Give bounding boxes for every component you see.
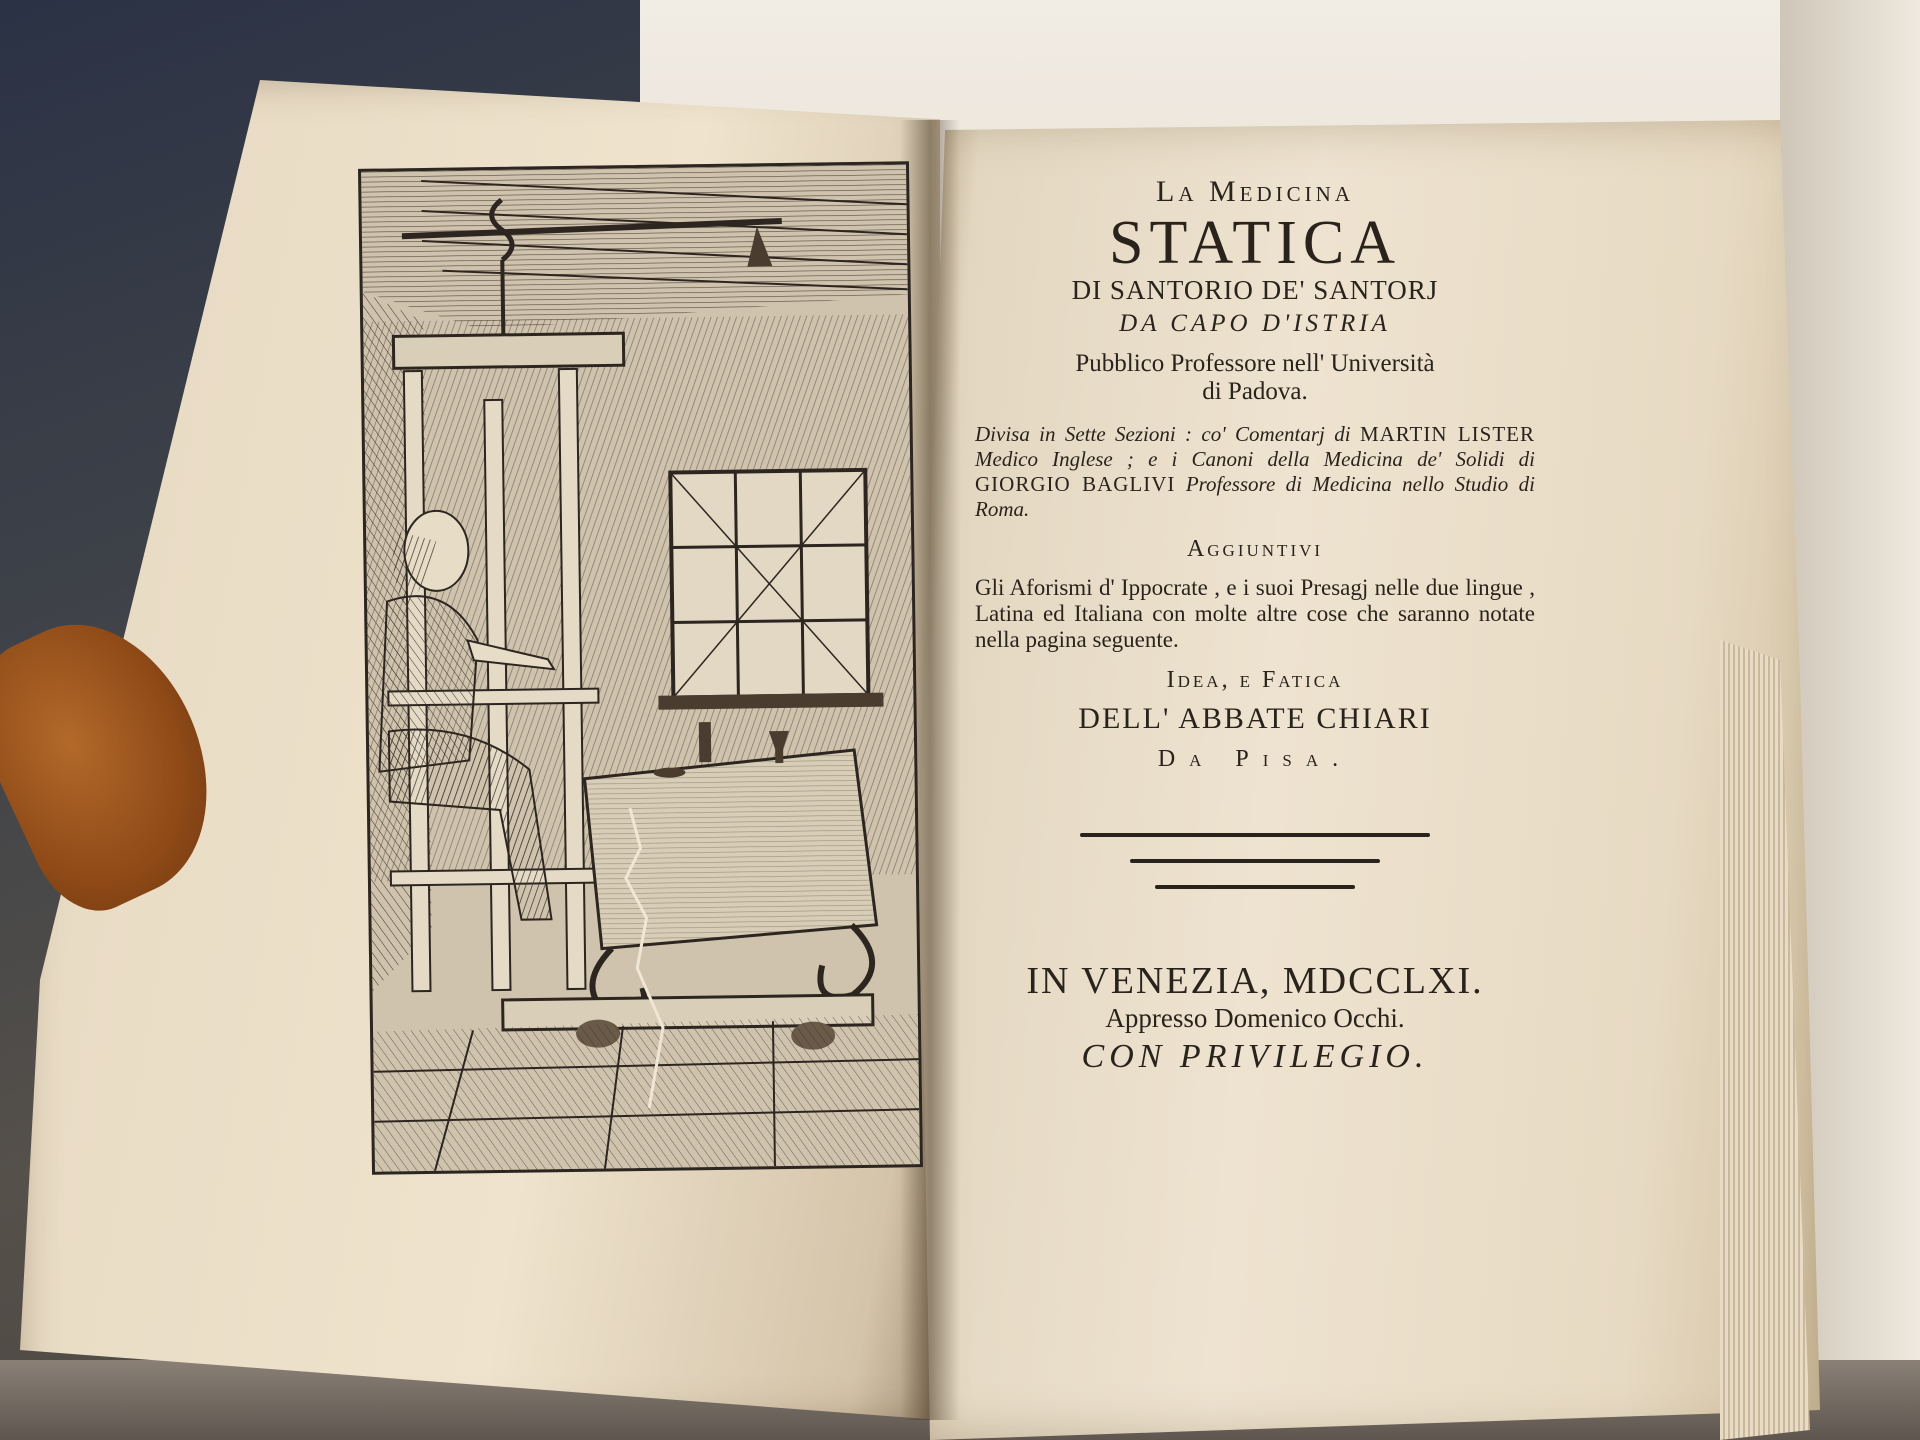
chair-seat [391,868,621,885]
aphorisms-paragraph: Gli Aforismi d' Ippocrate , e i suoi Presagj nelle due lingue , Latina ed Italiana con molte altre cose che saranno notate nella pagina seguente. [975,575,1535,652]
division-text-a: Divisa in Sette Sezioni : co' Comentarj di [975,422,1351,446]
professor-line [975,350,1535,406]
division-paragraph [975,422,1535,522]
bottle [699,722,712,762]
rule-3 [1155,885,1355,889]
idea-line: Idea, e Fatica [1166,667,1344,693]
hanging-chain [502,260,503,335]
division-text-d: e i Canoni della Medicina de' Solidi di [1148,447,1536,471]
imprint-city: IN VENEZIA, MDCCLXI. [1026,960,1484,1002]
engraving-illustration [361,164,920,1172]
author-line: DI SANTORIO DE' SANTORJ [1071,275,1439,305]
division-text-f: Professore di Medicina nello Studio di Roma. [975,472,1535,521]
ceiling [361,164,908,332]
aggiuntivi-heading: Aggiuntivi [1186,536,1324,562]
abbate-chiari-line: DELL' ABBATE CHIARI [1078,702,1432,735]
title-line-1: La Medicina [1156,175,1354,208]
rule-2 [1130,859,1380,863]
professor-line-a: Pubblico Professore nell' Università [1075,350,1435,377]
lister-name: MARTIN LISTER [1359,422,1536,446]
open-book [0,80,1920,1440]
title-statica: STATICA [1109,209,1401,277]
origin-line: DA CAPO D'ISTRIA [1119,310,1391,337]
title-page [975,175,1535,1076]
imprint-printer: Appresso Domenico Occhi. [1105,1003,1405,1033]
baglivi-name: GIORGIO BAGLIVI [975,472,1176,496]
scale-canopy [393,333,623,368]
imprint-privilege: CON PRIVILEGIO. [1081,1038,1429,1075]
professor-line-b: di Padova. [1202,378,1308,405]
frontispiece-engraving [358,161,923,1175]
floor [373,1014,920,1172]
table-leg-right [820,925,873,998]
da-pisa-line: Da Pisa. [1157,746,1353,772]
ornamental-rules [975,833,1535,889]
division-text-c: Medico Inglese ; [975,447,1134,471]
rule-1 [1080,833,1430,837]
